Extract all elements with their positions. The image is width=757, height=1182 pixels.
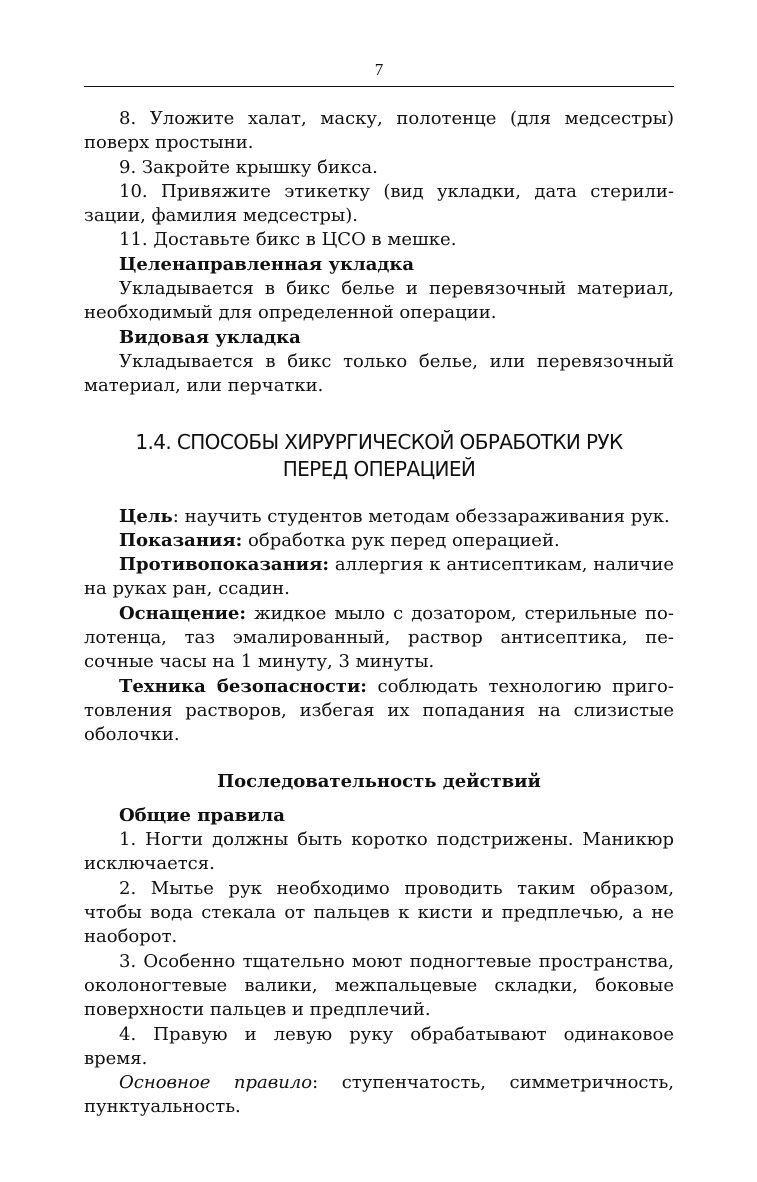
goal-label: Цель	[119, 505, 173, 527]
sequence-heading: Последовательность действий	[217, 770, 541, 792]
type-packing-text: Укладывается в бикс только белье, или перевязочный материал, или перчатки.	[84, 350, 674, 397]
safety-text: соблюдать технологию приготовления растворов, избегая их попадания на слизистые оболочки.	[84, 675, 674, 746]
main-rule-text: ступенчатость, симметричность, пунктуальность.	[84, 1072, 674, 1118]
indications-paragraph	[84, 529, 674, 553]
targeted-packing-heading: Целенаправленная укладка	[119, 253, 415, 275]
header-rule	[84, 86, 674, 87]
contraindications-label: Противопоказания:	[119, 554, 330, 576]
document-page	[84, 58, 674, 1120]
main-rule-separator: :	[312, 1072, 319, 1094]
equipment-paragraph	[84, 602, 674, 675]
goal-text: научить студентов методам обеззараживания рук.	[178, 505, 670, 527]
main-rule-paragraph	[84, 1071, 674, 1120]
list-item-9: 9. Закройте крышку бикса.	[119, 156, 378, 178]
list-item-11: 11. Доставьте бикс в ЦСО в мешке.	[119, 229, 457, 251]
safety-paragraph	[84, 675, 674, 748]
indications-text: обработка рук перед операцией.	[242, 529, 560, 551]
contraindications-text: аллергия к антисептикам, наличие на руках ран, ссадин.	[84, 554, 674, 600]
main-rule-label: Основное правило	[119, 1072, 313, 1094]
targeted-packing-text: Укладывается в бикс белье и перевязочный материал, необходимый для определенной операции.	[84, 278, 674, 324]
section-title	[84, 429, 674, 483]
list-item-8: 8. Уложите халат, маску, полотенце (для медсестры) поверх простыни.	[84, 108, 674, 154]
general-rule-4: 4. Правую и левую руку обрабатывают одинаковое время.	[84, 1023, 674, 1069]
indications-label: Показания:	[119, 529, 243, 551]
type-packing-heading: Видовая укладка	[119, 326, 301, 348]
general-rule-3: 3. Особенно тщательно моют подногтевые пространства, околоногтевые валики, межпальцевые складки, боковые поверхности пальцев и предплечий.	[84, 950, 674, 1021]
section-title-line-2: ПЕРЕД ОПЕРАЦИЕЙ	[282, 456, 476, 481]
general-rule-2: 2. Мытье рук необходимо проводить таким образом, чтобы вода стекала от пальцев к кисти и предплечью, а не наоборот.	[84, 877, 674, 948]
safety-label: Техника безопасности:	[119, 675, 367, 697]
section-title-line-1: 1.4. СПОСОБЫ ХИРУРГИЧЕСКОЙ ОБРАБОТКИ РУК	[135, 429, 623, 454]
equipment-text: жидкое мыло с дозатором, стерильные полотенца, таз эмалированный, раствор антисептика, песочные часы на 1 минуту, 3 минуты.	[84, 602, 674, 673]
contraindications-paragraph	[84, 553, 674, 602]
general-rules-heading: Общие правила	[119, 804, 285, 826]
list-item-10: 10. Привяжите этикетку (вид укладки, дата стерилизации, фамилия медсестры).	[84, 180, 674, 227]
page-number: 7	[374, 60, 384, 79]
goal-separator: :	[172, 505, 179, 527]
goal-paragraph	[84, 505, 674, 529]
equipment-label: Оснащение:	[119, 602, 247, 624]
general-rule-1: 1. Ногти должны быть коротко подстрижены. Маникюр исключается.	[84, 829, 674, 875]
